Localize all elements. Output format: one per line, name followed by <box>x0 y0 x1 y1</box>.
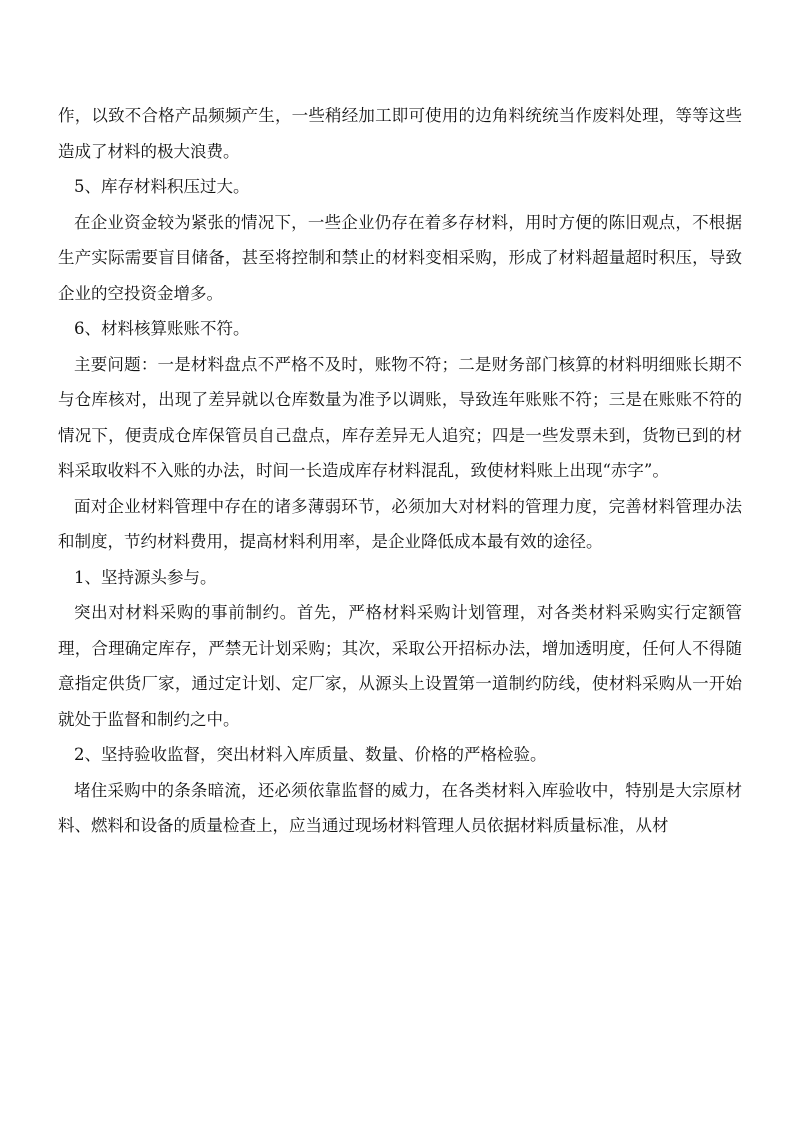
paragraph-acceptance-supervision: 堵住采购中的条条暗流，还必须依靠监督的威力，在各类材料入库验收中，特别是大宗原材料、燃料和设备的质量检查上，应当通过现场材料管理人员依据材料质量标准，从材 <box>58 780 742 835</box>
paragraph-continuation: 作，以致不合格产品频频产生，一些稍经加工即可使用的边角料统统当作废料处理，等等这些造成了材料的极大浪费。 <box>58 106 742 161</box>
heading-item-5: 5、库存材料积压过大。 <box>74 177 250 196</box>
paragraph-inventory-backlog: 在企业资金较为紧张的情况下，一些企业仍存在着多存材料，用时方便的陈旧观点，不根据生产实际需要盲目储备，甚至将控制和禁止的材料变相采购，形成了材料超量超时积压，导致企业的空投资金增多。 <box>58 212 742 303</box>
document-body <box>58 98 742 844</box>
paragraph-procurement-control: 突出对材料采购的事前制约。首先，严格材料采购计划管理，对各类材料采购实行定额管理，合理确定库存，严禁无计划采购；其次，采取公开招标办法，增加透明度，任何人不得随意指定供货厂家，通过定计划、定厂家，从源头上设置第一道制约防线，使材料采购从一开始就处于监督和制约之中。 <box>58 603 742 729</box>
heading-measure-1: 1、坚持源头参与。 <box>74 567 217 587</box>
paragraph-main-problems: 主要问题：一是材料盘点不严格不及时，账物不符；二是财务部门核算的材料明细账长期不与仓库核对，出现了差异就以仓库数量为准予以调账，导致连年账账不符；三是在账账不符的情况下，便责成仓库保管员自己盘点，库存差异无人追究；四是一些发票未到，货物已到的材料采取收料不入账的办法，时间一长造成库存材料混乱，致使材料账上出现“赤字”。 <box>58 354 742 480</box>
paragraph-management-response: 面对企业材料管理中存在的诸多薄弱环节，必须加大对材料的管理力度，完善材料管理办法和制度，节约材料费用，提高材料利用率，是企业降低成本最有效的途径。 <box>58 496 742 551</box>
heading-measure-2: 2、坚持验收监督，突出材料入库质量、数量、价格的严格检验。 <box>74 745 547 764</box>
heading-item-6: 6、材料核算账账不符。 <box>74 319 250 338</box>
